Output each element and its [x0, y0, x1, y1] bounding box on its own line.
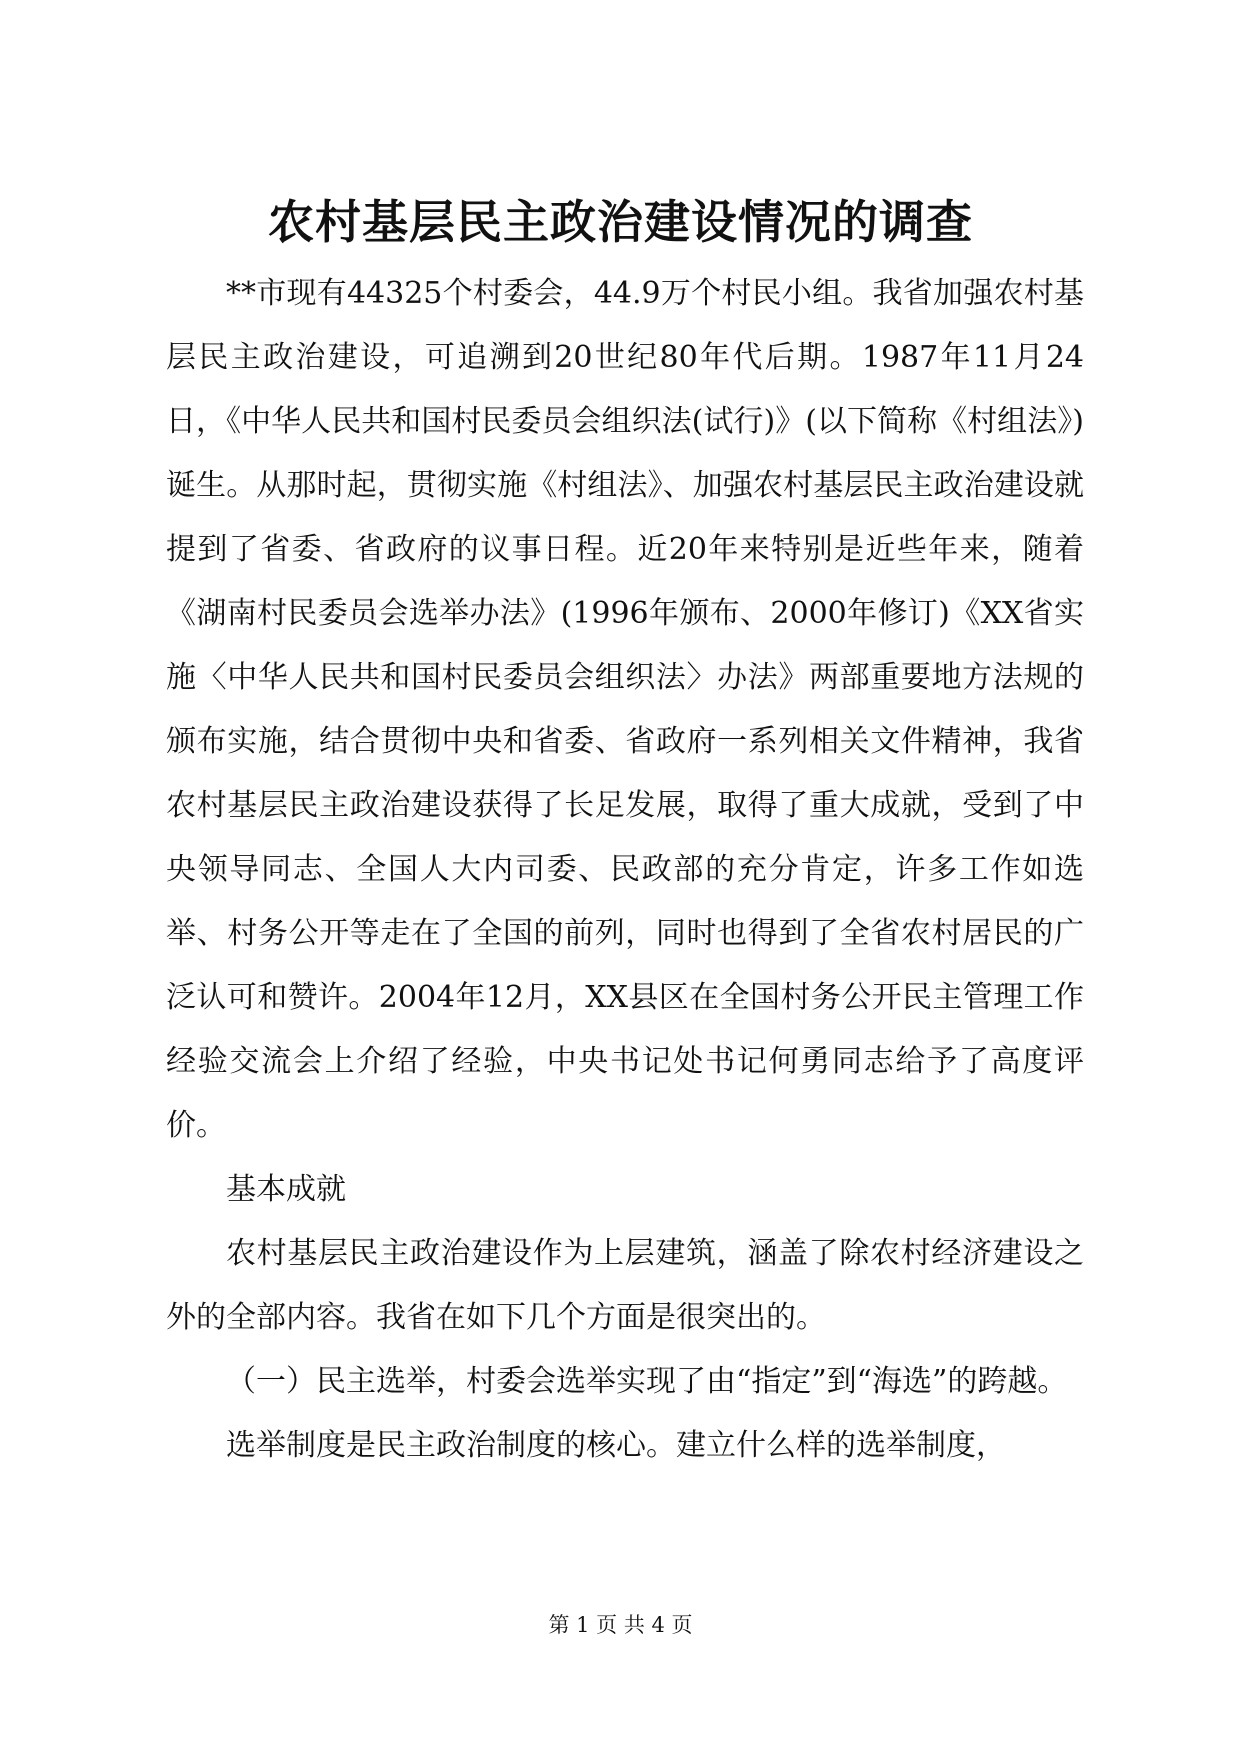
section-heading-basic-achievements: 基本成就 [226, 1172, 346, 1207]
subsection-heading-democratic-election: （一）民主选举，村委会选举实现了由“指定”到“海选”的跨越。 [226, 1364, 1068, 1399]
document-body [166, 262, 1084, 1478]
paragraph-overview: 农村基层民主政治建设作为上层建筑，涵盖了除农村经济建设之外的全部内容。我省在如下几个方面是很突出的。 [166, 1236, 1084, 1335]
paragraph-election-system: 选举制度是民主政治制度的核心。建立什么样的选举制度， [226, 1428, 1006, 1463]
paragraph-intro: **市现有44325个村委会，44.9万个村民小组。我省加强农村基层民主政治建设，可追溯到20世纪80年代后期。1987年11月24日，《中华人民共和国村民委员会组织法(试行)》(以下简称《村组法》)诞生。从那时起，贯彻实施《村组法》、加强农村基层民主政治建设就提到了省委、省政府的议事日程。近20年来特别是近些年来，随着《湖南村民委员会选举办法》(1996年颁布、2000年修订)《XX省实施〈中华人民共和国村民委员会组织法〉办法》两部重要地方法规的颁布实施，结合贯彻中央和省委、省政府一系列相关文件精神，我省农村基层民主政治建设获得了长足发展，取得了重大成就，受到了中央领导同志、全国人大内司委、民政部的充分肯定，许多工作如选举、村务公开等走在了全国的前列，同时也得到了全省农村居民的广泛认可和赞许。2004年12月，XX县区在全国村务公开民主管理工作经验交流会上介绍了经验，中央书记处书记何勇同志给予了高度评价。 [166, 276, 1084, 1143]
page-footer: 第 1 页 共 4 页 [548, 1613, 693, 1637]
document-title: 农村基层民主政治建设情况的调查 [268, 195, 973, 249]
